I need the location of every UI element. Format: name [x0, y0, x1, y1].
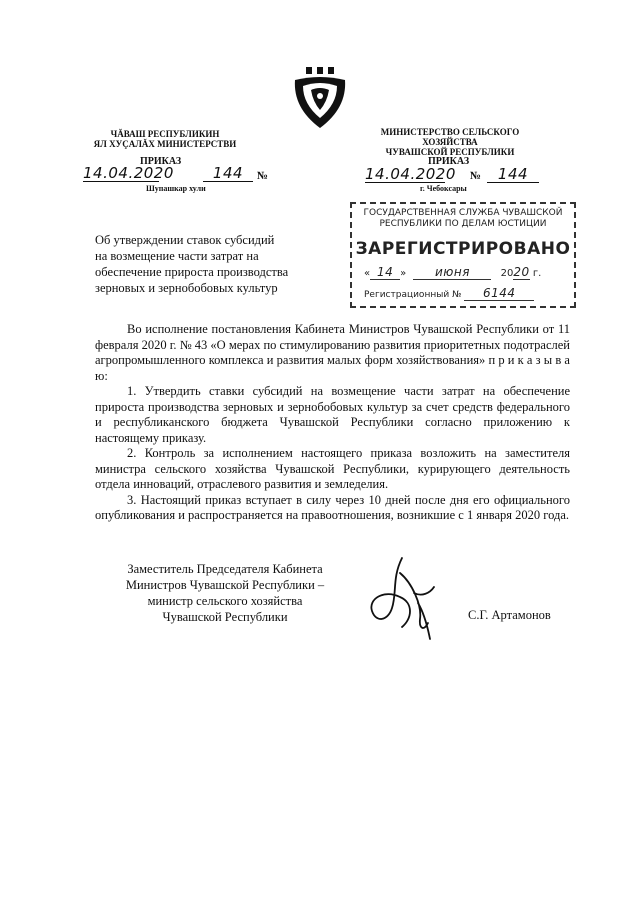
right-order-number: 144: [487, 165, 539, 183]
stamp-quote-close: »: [400, 268, 407, 279]
signatory-name: С.Г. Артамонов: [468, 608, 551, 622]
signatory-line: Министров Чувашской Республики –: [125, 578, 325, 592]
body-paragraph-3: 3. Настоящий приказ вступает в силу через 10 дней после дня его официального опубликования и распространяется на правоотношения, возникшие с 1 января 2020 года.: [95, 492, 570, 522]
title-line: Об утверждении ставок субсидий: [95, 233, 275, 247]
right-number-sign: №: [470, 170, 482, 182]
stamp-reg-number: 6144: [464, 286, 534, 301]
left-place: Шупашкар хули: [146, 184, 206, 193]
right-place: г. Чебоксары: [420, 184, 467, 193]
stamp-day: 14: [370, 265, 400, 280]
left-order-label: ПРИКАЗ: [140, 156, 182, 167]
stamp-year-g: г.: [532, 268, 542, 279]
stamp-reg-label: Регистрационный №: [364, 290, 462, 300]
title-line: зерновых и зернобобовых культур: [95, 281, 278, 295]
stamp-quote-open: «: [364, 268, 371, 279]
stamp-line1: ГОСУДАРСТВЕННАЯ СЛУЖБА ЧУВАШСКОЙ: [363, 208, 563, 218]
body-paragraph-preamble: Во исполнение постановления Кабинета Министров Чувашской Республики от 11 февраля 2020 г. № 43 «О мерах по стимулированию развития приоритетных подотраслей агропромышленного комплекса и развития малых форм хозяйствования» п р и к а з ы в а ю:: [95, 322, 570, 383]
signatory-line: Заместитель Председателя Кабинета: [127, 562, 323, 576]
stamp-registered: ЗАРЕГИСТРИРОВАНО: [355, 239, 571, 259]
order-title: [95, 232, 335, 296]
order-body: [95, 322, 570, 524]
title-line: обеспечение прироста производства: [95, 265, 289, 279]
signatory-line: министр сельского хозяйства: [147, 594, 303, 608]
left-order-number: 144: [203, 164, 253, 182]
right-header-line1: МИНИСТЕРСТВО СЕЛЬСКОГО ХОЗЯЙСТВА: [380, 127, 520, 147]
left-order-date: 14.04.2020: [83, 164, 174, 182]
signatory-line: Чувашской Республики: [162, 610, 288, 624]
handwritten-signature: [362, 553, 442, 643]
left-header-line1: ЧĂВАШ РЕСПУБЛИКИН: [110, 129, 220, 139]
signatory-title: [110, 561, 340, 625]
registration-stamp: [350, 202, 576, 308]
body-paragraph-1: 1. Утвердить ставки субсидий на возмещение части затрат на обеспечение прироста производства зерновых и зернобобовых культур за счет средств федерального и республиканского бюджета Чувашской Республики согласно приложению к настоящему приказу.: [95, 384, 570, 445]
stamp-year-suffix: 20: [513, 265, 530, 279]
left-header-line2: ЯЛ ХУÇАЛĂХ МИНИСТЕРСТВИ: [93, 139, 237, 149]
left-number-sign: №: [257, 170, 269, 182]
right-header-line2: ЧУВАШСКОЙ РЕСПУБЛИКИ: [385, 147, 515, 157]
stamp-year-prefix: 20: [500, 268, 514, 279]
right-order-label: ПРИКАЗ: [428, 156, 470, 167]
body-paragraph-2: 2. Контроль за исполнением настоящего приказа возложить на заместителя министра сельского хозяйства Чувашской Республики, курирующего деятельность отдела инноваций, отраслевого развития и земледелия.: [95, 446, 570, 491]
coat-of-arms-emblem: [289, 66, 351, 130]
stamp-line2: РЕСПУБЛИКИ ПО ДЕЛАМ ЮСТИЦИИ: [379, 219, 547, 229]
right-order-date: 14.04.2020: [365, 165, 456, 183]
title-line: на возмещение части затрат на: [95, 249, 259, 263]
stamp-month: июня: [413, 265, 491, 280]
